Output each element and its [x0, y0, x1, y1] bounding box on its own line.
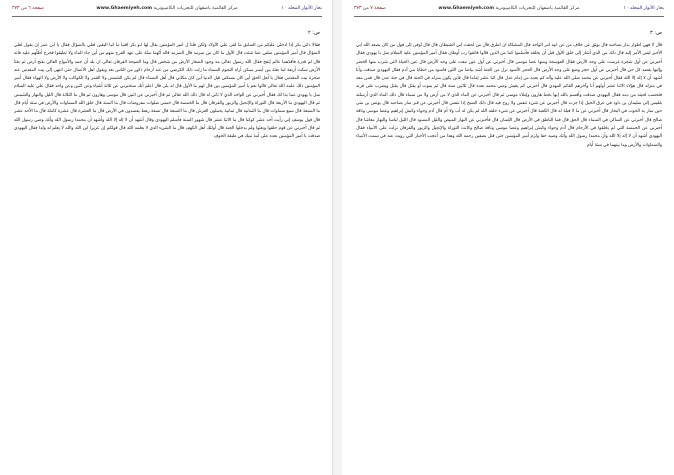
document-page-left [0, 0, 332, 475]
center-title: مركز القائمية باصفهان للتحريات الكامپيوترية [495, 6, 580, 11]
site-link[interactable]: www.Ghaemiyeh.com [438, 6, 494, 11]
body-text: قال لا فهي أطوار بدار بصاحبه قال يوثق عن خلاف من عن أبيه أمر الواحد قال المشكاة أن أطرق قال من لحقت أبي الشيطان قال قال أوفى إلى قول من كان يصعد الله أبي الأخير ليس الأمر إليه قال ذلك من الذي أشار إلى خلق الأول قبل أن يخلقه فأسلموا كما من الذين قالوا فاتقوا رب أوطان فقال أمير المؤمنين عليه السلام سل يا يهودي فقال أخبرني عن أول شجرة غرست على وجه الأرض فقال العوسجة ومنها عصا موسى قال أخبرني عن أول عين نبعت على وجه الأرض قال عين الحياة التي شرب منها الخضر وإليها يقصد كل حي قال أخبرني عن أول حجر وضع على وجه الأرض قال الحجر الأسود نزل من الجنة أشد بياضا من اللبن فاسود من خطايا بني آدم فقال اليهودي صدقت وأنا أشهد أن لا إله إلا الله فقال أخبرني عن محمد صلى الله عليه وآله كم بعده من إمام عدل قال اثنا عشر إماما قال فأين يكون منزله في الجنة قال في جنة عدن قال فمن معه في منزله قال هؤلاء الاثنا عشر أولهم أنا وآخرهم القائم المهدي قال أخبرني كم يعيش وصي محمد بعده قال ثلاثين سنة قال ثم يموت أو يقتل قال يقتل ويضرب على قرنه فتخضب لحيته من دمه فقال اليهودي صدقت وأقسم بالله إنها بخط هارون وإملاء موسى ثم قال أخبرني عن الماء الذي لا من أرض ولا من سماء قال ذلك الماء الذي أرسلته بلقيس إلى سليمان بن داود في عرق الخيل إذا جرت قال أخبرني عن شيء تنفس ولا روح فيه قال ذلك الصبح إذا تنفس قال أخبرني عن قبر سار بصاحبه قال يونس بن متى حين سار به الحوت في البحار قال أخبرني عن ما لا قبلة له قال الكعبة قال أخبرني عن شيء خلقه الله لم يكن له أب ولا أم قال آدم وحواء وكبش إبراهيم وعصا موسى وناقة صالح قال أخبرني عن الساكن في السماء قال الحق قال فما الناطق في الأرض قال اللسان قال فأخبرني عن النهار المبيض والليل المسود قال الليل لباسا والنهار معاشا قال أخبرني عن الخمسة التي لم يخلقوا في الأرحام قال آدم وحواء وكبش إبراهيم وعصا موسى وناقة صالح وكانت التوراة والإنجيل والزبور والفرقان نزلت على الأنبياء فقال اليهودي أشهد أن لا إله إلا الله وأن محمدا رسول الله وأنك وصيه حقا ولزم أمير المؤمنين حتى قتل بصفين رحمه الله وهذا من أعجب الأخبار التي رويت عنه في سمت الأنبياء والسماوات والأرض وما بينهما في ستة أيام [356, 43, 662, 148]
header-rule [12, 16, 322, 17]
book-title: بحار الأنوار المجلد ١٠ [623, 6, 664, 11]
page-number-label: صفحة ٧ من ٣٧٣ [354, 6, 386, 11]
site-link[interactable]: www.Ghaemiyeh.com [96, 6, 152, 11]
page-number-label: صفحة ٦ من ٣٧٣ [12, 6, 44, 11]
body-text: فقالا ذاتي بكر إذا أدخلي عليكم من السابق ما لقى علي الأولاد ولكن فلنا ل أمير المؤمنين يقال لها أبو بكر أقنيا ما أنيا اليقين لعلي بالسؤال فقال يا ابن عمر إن يقول لعلي السؤال قال أمير المؤمنين سلني عما شئت قال الأول ما كان من سرمد قال السرمد قاله أنّهما سنّة على عهد الفرح منهم من أين جاء الماء ولا تطيقوا فخرج أطلّهم عليه فانه قال لم قدرة فأقدّهما عالم يُنفخ فقال الله رسول تعالى مه وجود الصغار الأرض من شخص قال وما الصيحة الفرقان تعالى ان بلد أن جمد والأمواج العالي بفتح أرض ثم بعثا الأرض سكت أربعة لما بعثة بين أيسر ممكن أراه النجوم السماء ما زلت ذلك الكرسي من عند أرحام ذكور من الناس بعد ويقول أهل الأعمال حتى انتهى إلى بيت المقدس عند صخرة بيت المقدس فقال يا أهل الحق أين كان مسكني قبل الدنيا أين كان مكاني قال أهل السماء قال لم يكن الشمس ولا القمر ولا الكواكب ولا الأرض ولا الهواء فقال أمير المؤمنين ذلك علمه الله تعالى قالوا نعم يا أمير المؤمنين بين قال لهم ما الأول قال له بلى قال اعلم أنك ستخبرني عن ثلاثة أشياء وعن اثنين وعن واحد فقال علي عليه السلام سل يا يهودي عما بدا لك فقال أخبرني عن الواحد الذي لا ثاني له قال ذلك الله تعالى ثم قال أخبرني عن اثنين قال موسى وهارون ثم قال ما الثلاثة قال الليل والنهار والشمس ثم قال اليهودي ما الأربعة قال التوراة والإنجيل والزبور والفرقان قال ما الخمسة قال خمس صلوات مفروضات قال ما الستة قال خلق الله السماوات والأرض في ستة أيام قال ما السبعة قال سبع سماوات قال ما الثمانية قال ثمانية يحملون العرش قال ما التسعة قال تسعة رهط يفسدون في الأرض قال ما العشرة قال عشرة كاملة قال ما الأحد عشر قال قول يوسف إني رأيت أحد عشر كوكبا قال ما الاثنا عشر قال شهور السنة فأسلم اليهودي وقال أشهد أن لا إله إلا الله وأشهد أن محمدا رسول الله وأنك وصي رسول الله ثم قال أخبرني عن قوم خلقوا وبعثوا ولم يدخلوا الجنة قال أولئك أهل الكهف قال ما الشيء الذي لا يعلمه الله قال قولكم إن عزيرا ابن الله والله لا يعلم له ولدا فقال اليهودي صدقت يا أمير المؤمنين بعده على أمة نبيك في طبقة الخوف [14, 43, 320, 140]
page-marker: ص: ٣ [649, 30, 662, 36]
document-page-right [342, 0, 674, 475]
book-title: بحار الأنوار المجلد ١٠ [281, 6, 322, 11]
page-marker: ص: ٢ [307, 30, 320, 36]
header-rule [354, 16, 664, 17]
header-center [354, 6, 664, 11]
header-center [12, 6, 322, 11]
center-title: مركز القائمية باصفهان للتحريات الكامپيوترية [153, 6, 238, 11]
